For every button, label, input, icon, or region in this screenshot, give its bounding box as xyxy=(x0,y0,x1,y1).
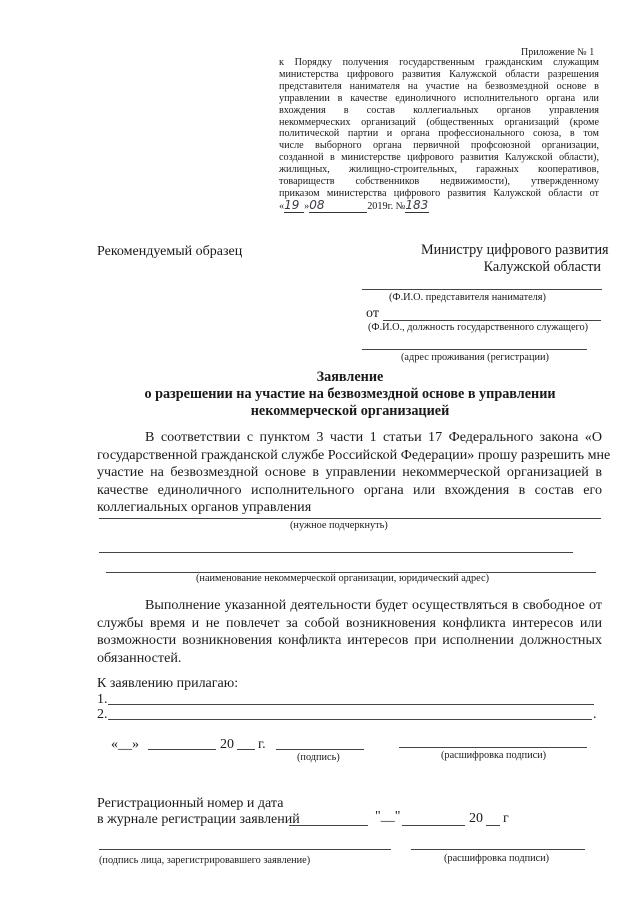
paragraph-line: участие на безвозмездной основе в управлении некоммерческой организацией в xyxy=(97,464,602,481)
paragraph-line: обязанностей. xyxy=(97,649,182,666)
employer-name-line xyxy=(362,289,602,290)
attachments-label: К заявлению прилагаю: xyxy=(97,676,239,691)
appendix-title: Приложение № 1 xyxy=(521,47,595,58)
appendix-line: к Порядку получения государственным гражданским служащим xyxy=(279,57,599,68)
address-line xyxy=(362,349,587,350)
appendix-year-text: 2019г. № xyxy=(367,200,406,212)
caption-employee: (Ф.И.О., должность государственного служащего) xyxy=(368,322,589,333)
appendix-line: вхождения в состав коллегиальных органов управления xyxy=(279,104,599,116)
paragraph-line: качестве единоличного исполнительного органа или вхождения в состав его xyxy=(97,481,602,498)
caption-organization: (наименование некоммерческой организации, юридический адрес) xyxy=(196,573,490,584)
appendix-line: министерства цифрового развития Калужской области разрешения xyxy=(279,68,599,80)
addressee-block xyxy=(421,242,609,276)
registration-month-line xyxy=(402,825,465,826)
signature-decode-line xyxy=(399,747,587,748)
appendix-line: политической партии и органа профессионального союза, в том xyxy=(279,128,599,140)
paragraph-line: службы время и не повлечет за собой возникновения конфликта интересов или xyxy=(97,614,602,631)
appendix-number-handwritten: 183 xyxy=(405,197,429,212)
paragraph-line-text: Выполнение указанной деятельности будет осуществляться в свободное от xyxy=(145,597,602,613)
caption-registrar-decode: (расшифровка подписи) xyxy=(444,853,550,864)
title-line1: Заявление xyxy=(316,369,384,385)
caption-employer: (Ф.И.О. представителя нанимателя) xyxy=(389,292,546,303)
paragraph-line xyxy=(97,597,602,615)
paragraph-line-text: В соответствии с пунктом 3 части 1 статьи 17 Федерального закона «О xyxy=(145,429,602,445)
registrar-signature-line xyxy=(99,849,391,850)
appendix-text xyxy=(279,57,599,213)
paragraph-line: государственной гражданской службе Российской Федерации» прошу разрешить мне xyxy=(97,446,611,463)
organization-line-1 xyxy=(99,552,573,553)
paragraph-line: коллегиальных органов управления xyxy=(97,499,312,516)
sample-label: Рекомендуемый образец xyxy=(97,244,243,259)
attachment-item-2-number: 2. xyxy=(97,707,108,722)
caption-underline: (нужное подчеркнуть) xyxy=(290,520,388,531)
registrar-decode-line xyxy=(411,849,585,850)
appendix-line: числе выборного органа первичной профсоюзной организации, xyxy=(279,140,599,152)
management-form-line xyxy=(99,518,601,519)
appendix-day-handwritten: 19 xyxy=(284,200,304,213)
signature-date-quotes: «__» xyxy=(111,737,139,752)
appendix-line: жилищных, жилищно-строительных, гаражных кооперативов, xyxy=(279,164,599,176)
paragraph-line xyxy=(97,429,602,447)
signature-month-line xyxy=(148,749,216,750)
attachment-item-2-line xyxy=(108,719,592,720)
title-line2: о разрешении на участие на безвозмездной основе в управлении xyxy=(144,386,556,402)
addressee-line1: Министру цифрового развития xyxy=(421,242,609,258)
appendix-line: некоммерческих организаций (общественных организаций (кроме xyxy=(279,116,599,128)
registration-number-line xyxy=(289,825,368,826)
from-label: от xyxy=(366,306,379,321)
signature-year-prefix: 20 xyxy=(220,737,234,752)
attachment-item-2-end: . xyxy=(593,707,597,722)
appendix-month-handwritten: 08 xyxy=(309,200,367,213)
registration-year-line xyxy=(486,825,500,826)
registration-line1: Регистрационный номер и дата xyxy=(97,796,284,811)
attachment-item-1-line xyxy=(108,704,594,705)
appendix-line: управлении в качестве единоличного исполнительного органа или xyxy=(279,92,599,104)
quote-close: » xyxy=(304,200,310,212)
addressee-line2: Калужской области xyxy=(483,259,601,275)
appendix-date-line xyxy=(279,197,599,213)
signature-year-suffix: г. xyxy=(258,737,266,752)
registration-year-prefix: 20 xyxy=(469,811,483,826)
appendix-line: товариществ собственников недвижимости), утвержденному xyxy=(279,176,599,188)
paragraph-line: возможности возникновения конфликта интересов при исполнении должностных xyxy=(97,632,602,649)
attachment-item-1-number: 1. xyxy=(97,692,108,707)
caption-address: (адрес проживания (регистрации) xyxy=(401,352,549,363)
appendix-line: приказом министерства цифрового развития Калужской области от xyxy=(279,187,599,199)
signature-year-line xyxy=(237,749,255,750)
paragraph-request xyxy=(97,429,611,517)
caption-signature-decode: (расшифровка подписи) xyxy=(441,750,547,761)
quote-open: « xyxy=(279,200,285,212)
caption-registrar: (подпись лица, зарегистрировавшего заявление) xyxy=(99,855,311,866)
paragraph-conflict xyxy=(97,597,602,667)
registration-day-quotes: "__" xyxy=(375,809,401,824)
signature-line xyxy=(276,749,364,750)
title-line3: некоммерческой организацией xyxy=(250,403,450,419)
employee-name-line xyxy=(383,320,601,321)
appendix-line: созданной в министерстве цифрового развития Калужской области), xyxy=(279,152,599,164)
appendix-line: представителя нанимателя на участие на безвозмездной основе в xyxy=(279,80,599,92)
registration-line2: в журнале регистрации заявлений xyxy=(97,812,300,827)
caption-signature: (подпись) xyxy=(297,752,340,763)
document-title xyxy=(100,369,600,420)
registration-year-suffix: г xyxy=(503,811,509,826)
